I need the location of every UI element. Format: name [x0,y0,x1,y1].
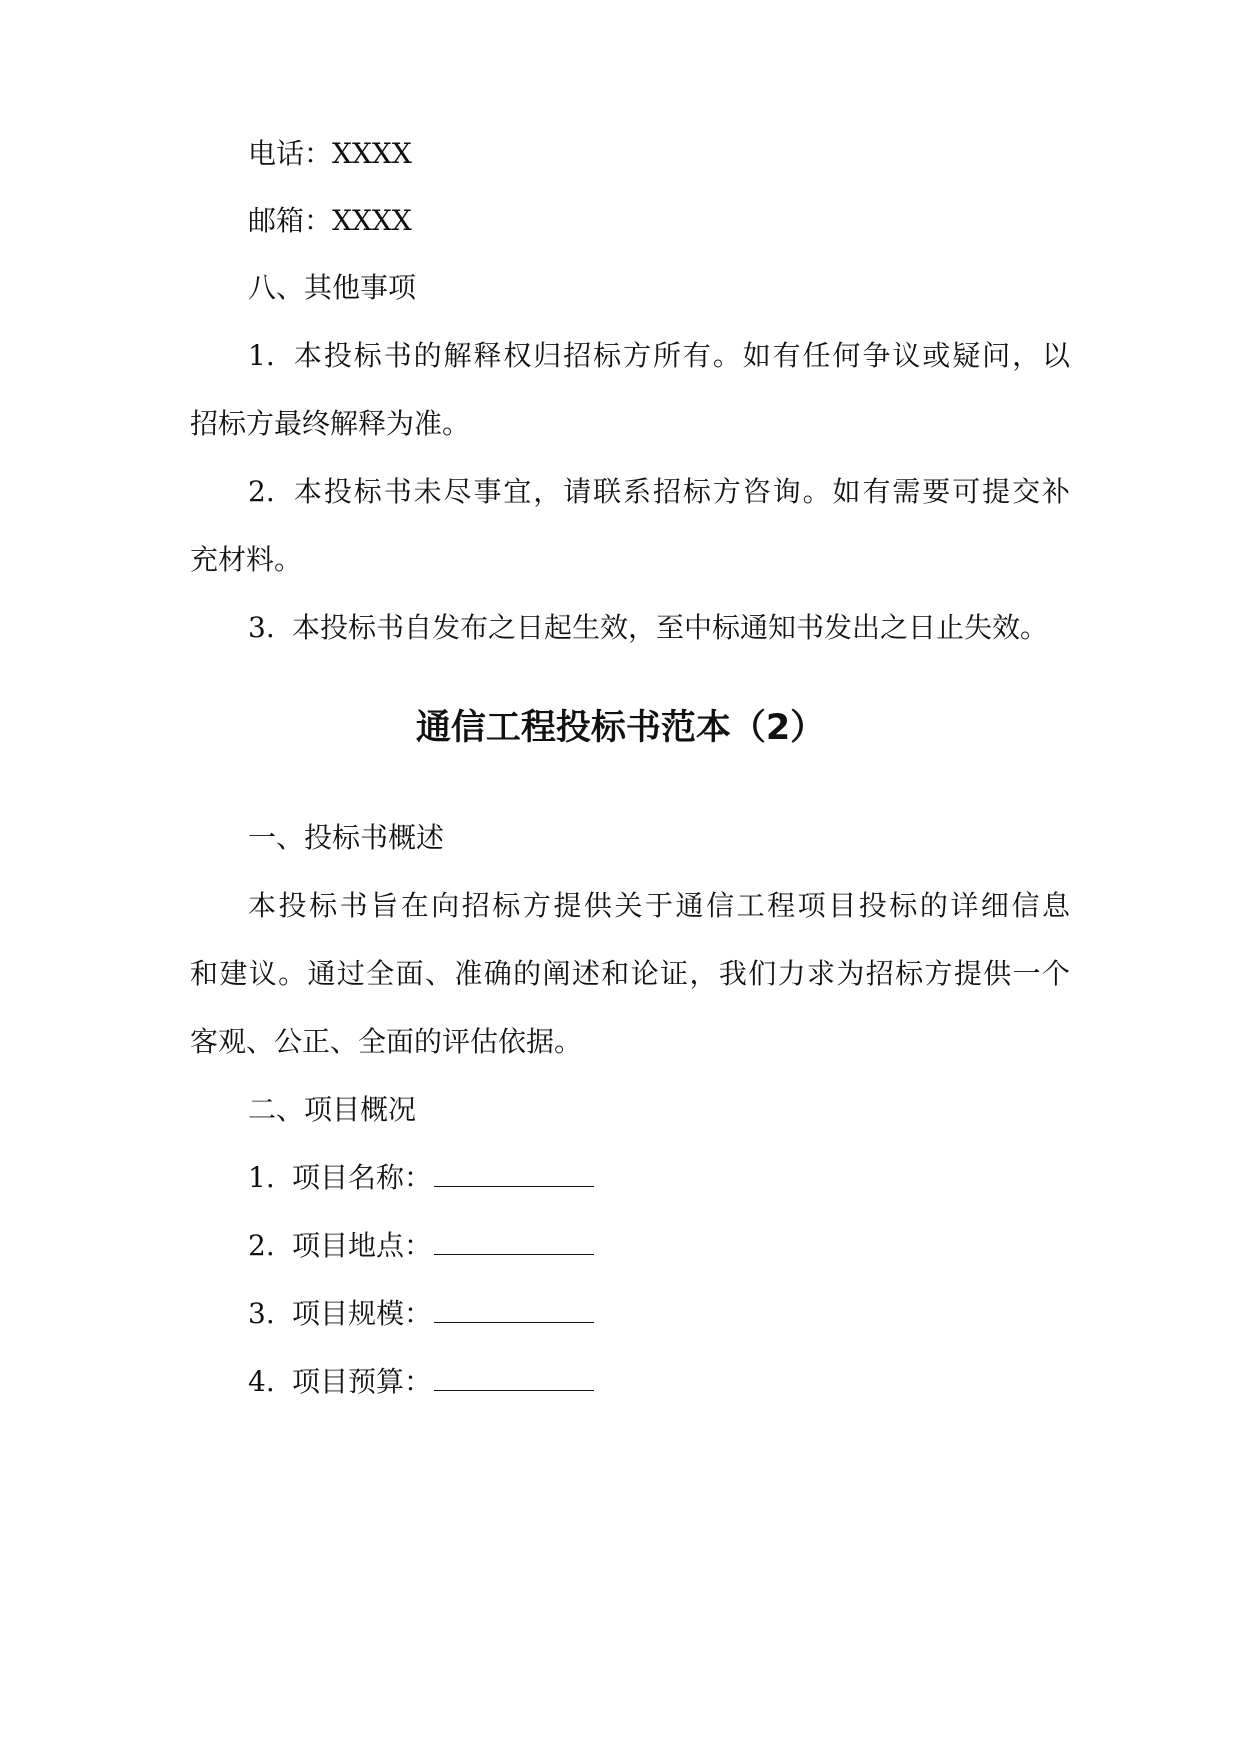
section1-title: 一、投标书概述 [248,821,445,854]
section8-item1-line2: 招标方最终解释为准。 [190,407,471,440]
list-text: 本投标书未尽事宜，请联系招标方咨询。如有需要可提交补 [292,475,1070,508]
list-text: 本投标书自发布之日起生效，至中标通知书发出之日止失效。 [292,611,1049,644]
blank-line [434,1158,594,1187]
list-number: 3. [248,611,275,644]
section2-title: 二、项目概况 [248,1093,417,1126]
section1-para-line3: 客观、公正、全面的评估依据。 [190,1025,583,1058]
section8-item3-line1 [248,608,1070,648]
blank-line [434,1362,594,1391]
list-number: 2. [248,1229,275,1262]
email-line [248,201,1070,241]
field-label: 项目预算： [292,1365,433,1398]
list-number: 1. [248,339,275,372]
section8-item2-line2: 充材料。 [190,543,303,576]
section1-para-line2: 和建议。通过全面、准确的阐述和论证，我们力求为招标方提供一个 [190,957,1070,990]
blank-line [434,1226,594,1255]
list-item [248,1158,1070,1198]
section8-item2-line1 [248,472,1070,512]
field-label: 项目地点： [292,1229,433,1262]
list-text: 本投标书的解释权归招标方所有。如有任何争议或疑问，以 [292,339,1070,372]
list-item [248,1294,1070,1334]
list-number: 4. [248,1365,275,1398]
section1-para-line1: 本投标书旨在向招标方提供关于通信工程项目投标的详细信息 [248,889,1070,922]
phone-label: 电话： [248,137,333,170]
section8-title: 八、其他事项 [248,271,417,304]
phone-line [248,134,1070,174]
phone-value: XXXX [332,137,412,170]
field-label: 项目名称： [292,1161,433,1194]
list-item [248,1226,1070,1266]
document-title: 通信工程投标书范本（2） [415,708,826,748]
blank-line [434,1294,594,1323]
list-number: 3. [248,1297,275,1330]
email-value: XXXX [332,204,412,237]
section8-item1-line1 [248,336,1070,376]
list-number: 1. [248,1161,275,1194]
email-label: 邮箱： [248,204,333,237]
field-label: 项目规模： [292,1297,433,1330]
list-number: 2. [248,475,275,508]
list-item [248,1362,1070,1402]
